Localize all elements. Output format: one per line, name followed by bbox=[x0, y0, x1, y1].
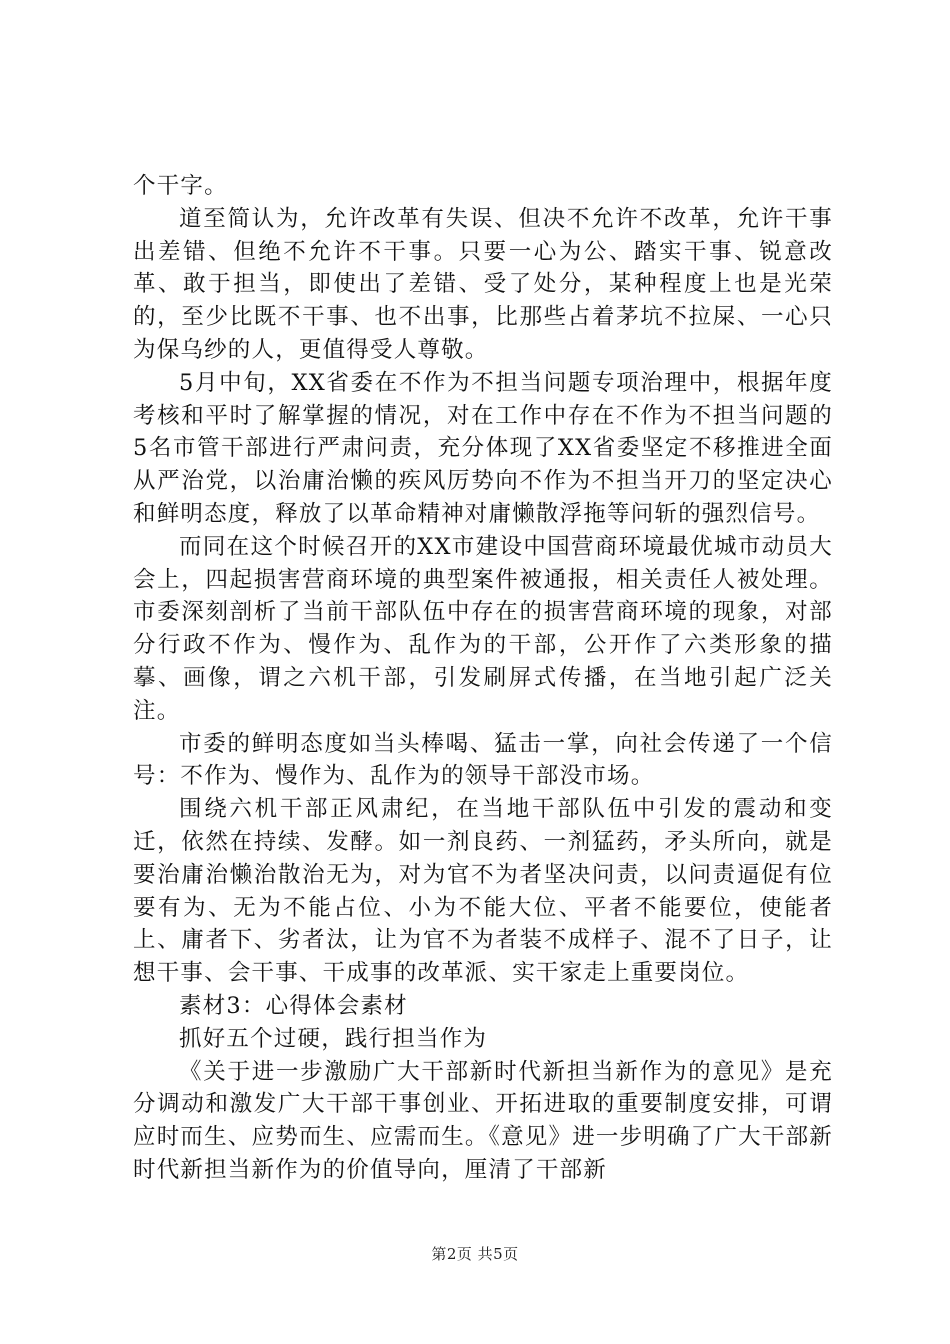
paragraph: 5月中旬，XX省委在不作为不担当问题专项治理中，根据年度考核和平时了解掌握的情况，对在工作中存在不作为不担当问题的5名市管干部进行严肃问责，充分体现了XX省委坚定不移推进全面从严治党，以治庸治懒的疾风厉势向不作为不担当开刀的坚定决心和鲜明态度，释放了以革命精神对庸懒散浮拖等问斩的强烈信号。 bbox=[133, 369, 833, 527]
paragraph-continuation: 个干字。 bbox=[133, 173, 228, 199]
paragraph: 市委的鲜明态度如当头棒喝、猛击一掌，向社会传递了一个信号：不作为、慢作为、乱作为的领导干部没市场。 bbox=[133, 730, 833, 790]
paragraph: 道至简认为，允许改革有失误、但决不允许不改革，允许干事出差错、但绝不允许不干事。只要一心为公、踏实干事、锐意改革、敢于担当，即使出了差错、受了处分，某种程度上也是光荣的，至少比既不干事、也不出事，比那些占着茅坑不拉屎、一心只为保乌纱的人，更值得受人尊敬。 bbox=[133, 205, 833, 363]
section-heading: 素材3：心得体会素材 bbox=[179, 992, 408, 1019]
page-number-footer: 第2页 共5页 bbox=[431, 1245, 519, 1263]
paragraph: 《关于进一步激励广大干部新时代新担当新作为的意见》是充分调动和激发广大干部干事创业、开拓进取的重要制度安排，可谓应时而生、应势而生、应需而生。《意见》进一步明确了广大干部新时代新担当新作为的价值导向，厘清了干部新 bbox=[133, 1058, 833, 1183]
paragraph: 围绕六机干部正风肃纪，在当地干部队伍中引发的震动和变迁，依然在持续、发酵。如一剂良药、一剂猛药，矛头所向，就是要治庸治懒治散治无为，对为官不为者坚决问责，以问责逼促有位要有为、无为不能占位、小为不能大位、平者不能要位，使能者上、庸者下、劣者汰，让为官不为者装不成样子、混不了日子，让想干事、会干事、干成事的改革派、实干家走上重要岗位。 bbox=[133, 796, 833, 987]
article-title: 抓好五个过硬，践行担当作为 bbox=[179, 1025, 488, 1052]
paragraph: 而同在这个时候召开的XX市建设中国营商环境最优城市动员大会上，四起损害营商环境的典型案件被通报，相关责任人被处理。市委深刻剖析了当前干部队伍中存在的损害营商环境的现象，对部分行政不作为、慢作为、乱作为的干部，公开作了六类形象的描摹、画像，谓之六机干部，引发刷屏式传播，在当地引起广泛关注。 bbox=[133, 533, 833, 724]
document-body bbox=[133, 170, 833, 1187]
